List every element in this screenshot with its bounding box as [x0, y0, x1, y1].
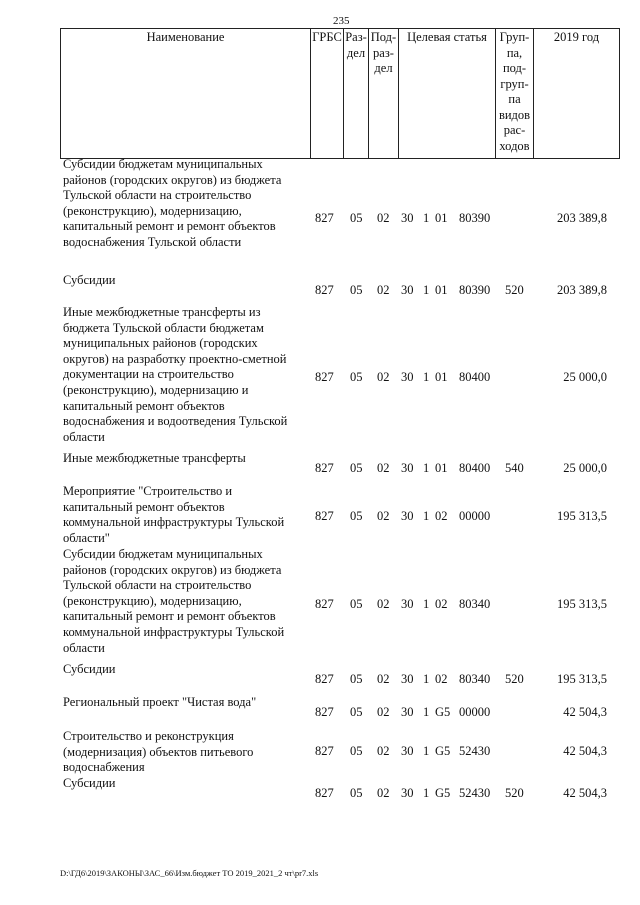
- row-grbs: 827: [315, 509, 334, 523]
- row-grbs: 827: [315, 211, 334, 225]
- row-cs3: 01: [435, 211, 448, 225]
- row-rz: 05: [350, 509, 363, 523]
- row-cs4: 80390: [459, 283, 491, 297]
- row-rz: 05: [350, 370, 363, 384]
- row-rz: 05: [350, 705, 363, 719]
- row-cs4: 52430: [459, 786, 491, 800]
- row-amount: 25 000,0: [563, 370, 607, 384]
- row-cs1: 30: [401, 597, 414, 611]
- header-name: Наименование: [60, 28, 310, 159]
- row-cs2: 1: [423, 744, 430, 758]
- header-podrazdel: Под-раз-дел: [368, 28, 398, 159]
- row-vr: 540: [505, 461, 524, 475]
- row-rz: 05: [350, 786, 363, 800]
- header-target-article: Целевая статья: [398, 28, 495, 159]
- row-amount: 195 313,5: [557, 672, 607, 686]
- row-rz: 05: [350, 461, 363, 475]
- row-cs4: 52430: [459, 744, 491, 758]
- row-cs3: G5: [435, 744, 451, 758]
- row-grbs: 827: [315, 786, 334, 800]
- file-path-footer: D:\ГД6\2019\ЗАКОНЫ\ЗАС_66\Изм.бюджет ТО 2019_2021_2 чт\pr7.xls: [60, 868, 319, 878]
- row-name: Иные межбюджетные трансферты: [63, 451, 246, 465]
- row-amount: 203 389,8: [557, 211, 607, 225]
- row-cs1: 30: [401, 461, 414, 475]
- row-cs1: 30: [401, 705, 414, 719]
- row-cs3: 01: [435, 283, 448, 297]
- row-cs2: 1: [423, 461, 430, 475]
- row-cs1: 30: [401, 283, 414, 297]
- row-pr: 02: [377, 786, 390, 800]
- row-cs4: 00000: [459, 509, 491, 523]
- row-cs3: 02: [435, 597, 448, 611]
- row-pr: 02: [377, 283, 390, 297]
- row-cs3: 02: [435, 672, 448, 686]
- row-pr: 02: [377, 705, 390, 719]
- row-name: Субсидии: [63, 273, 116, 287]
- header-year-2019: 2019 год: [533, 28, 620, 159]
- row-cs1: 30: [401, 672, 414, 686]
- row-cs1: 30: [401, 786, 414, 800]
- row-name: Субсидии бюджетам муниципальных районов (городских округов) из бюджета Тульской области на строительство (реконструкцию), модернизацию, капитальный ремонт и ремонт объектов водоснабжения Тульской области: [63, 157, 282, 249]
- row-cs3: G5: [435, 786, 451, 800]
- row-cs4: 80340: [459, 672, 491, 686]
- row-cs2: 1: [423, 509, 430, 523]
- table-header: [60, 28, 620, 159]
- row-cs1: 30: [401, 370, 414, 384]
- page-number: 235: [333, 15, 350, 27]
- row-name: Субсидии бюджетам муниципальных районов (городских округов) из бюджета Тульской области на строительство (реконструкцию), модернизацию, капитальный ремонт и ремонт объектов коммунальной инфраструктуры Тульской области: [63, 547, 285, 655]
- row-cs4: 80390: [459, 211, 491, 225]
- row-cs4: 80400: [459, 461, 491, 475]
- header-razdel: Раз-дел: [343, 28, 368, 159]
- row-pr: 02: [377, 672, 390, 686]
- row-amount: 42 504,3: [563, 705, 607, 719]
- row-amount: 25 000,0: [563, 461, 607, 475]
- row-grbs: 827: [315, 672, 334, 686]
- row-name: Субсидии: [63, 776, 116, 790]
- row-cs3: 02: [435, 509, 448, 523]
- row-cs3: G5: [435, 705, 451, 719]
- row-cs2: 1: [423, 370, 430, 384]
- row-rz: 05: [350, 283, 363, 297]
- row-name: Мероприятие "Строительство и капитальный ремонт объектов коммунальной инфраструктуры Тульской области": [63, 484, 285, 545]
- row-cs2: 1: [423, 786, 430, 800]
- row-amount: 195 313,5: [557, 597, 607, 611]
- header-grbs: ГРБС: [310, 28, 343, 159]
- row-grbs: 827: [315, 705, 334, 719]
- row-cs2: 1: [423, 211, 430, 225]
- row-vr: 520: [505, 672, 524, 686]
- row-amount: 42 504,3: [563, 786, 607, 800]
- row-cs1: 30: [401, 744, 414, 758]
- row-amount: 42 504,3: [563, 744, 607, 758]
- row-cs3: 01: [435, 461, 448, 475]
- row-rz: 05: [350, 672, 363, 686]
- row-cs4: 80400: [459, 370, 491, 384]
- row-pr: 02: [377, 211, 390, 225]
- row-grbs: 827: [315, 370, 334, 384]
- row-amount: 203 389,8: [557, 283, 607, 297]
- row-grbs: 827: [315, 597, 334, 611]
- row-vr: 520: [505, 283, 524, 297]
- row-cs2: 1: [423, 672, 430, 686]
- row-pr: 02: [377, 509, 390, 523]
- row-rz: 05: [350, 744, 363, 758]
- row-cs1: 30: [401, 509, 414, 523]
- row-cs1: 30: [401, 211, 414, 225]
- row-cs4: 80340: [459, 597, 491, 611]
- header-expense-group: Груп-па, под-груп-па видов рас-ходов: [495, 28, 533, 159]
- row-grbs: 827: [315, 461, 334, 475]
- row-cs2: 1: [423, 597, 430, 611]
- row-pr: 02: [377, 744, 390, 758]
- row-cs4: 00000: [459, 705, 491, 719]
- row-pr: 02: [377, 370, 390, 384]
- row-cs3: 01: [435, 370, 448, 384]
- row-name: Субсидии: [63, 662, 116, 676]
- row-pr: 02: [377, 461, 390, 475]
- row-name: Региональный проект "Чистая вода": [63, 695, 257, 709]
- row-pr: 02: [377, 597, 390, 611]
- row-vr: 520: [505, 786, 524, 800]
- row-name: Иные межбюджетные трансферты из бюджета Тульской области бюджетам муниципальных районов (городских округов) на разработку проектно-сметной документации на строительство (реконструкцию), модернизацию и капитальный ремонт объектов водоснабжения и водоотведения Тульской области: [63, 305, 288, 444]
- row-rz: 05: [350, 597, 363, 611]
- row-cs2: 1: [423, 283, 430, 297]
- row-amount: 195 313,5: [557, 509, 607, 523]
- row-name: Строительство и реконструкция (модернизация) объектов питьевого водоснабжения: [63, 729, 254, 775]
- row-grbs: 827: [315, 744, 334, 758]
- row-grbs: 827: [315, 283, 334, 297]
- row-rz: 05: [350, 211, 363, 225]
- row-cs2: 1: [423, 705, 430, 719]
